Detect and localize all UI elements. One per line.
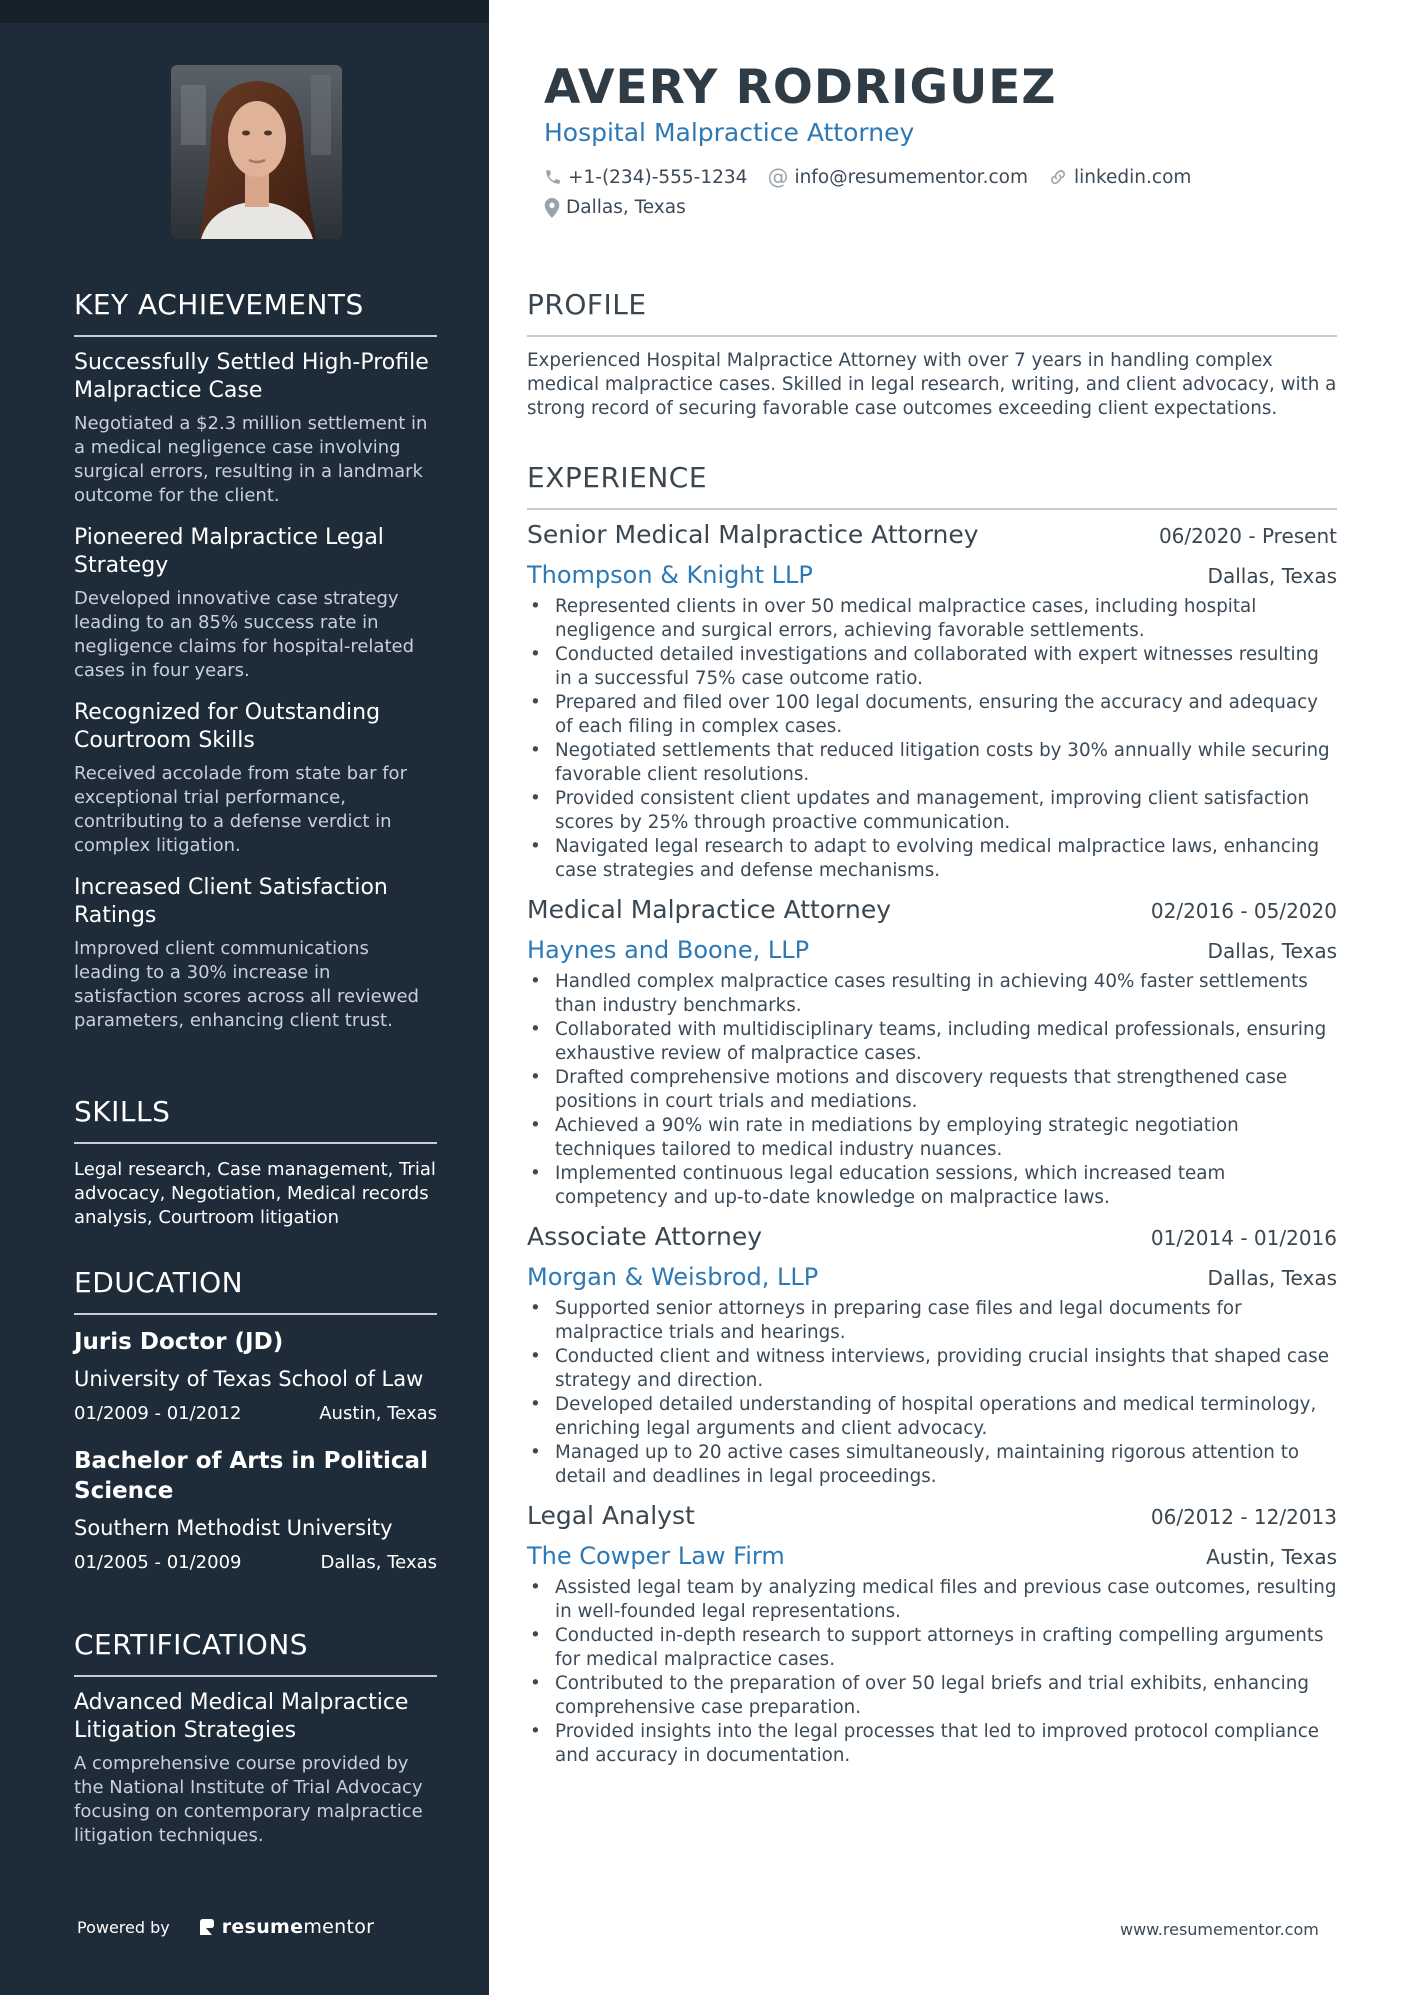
job-company: The Cowper Law Firm (527, 1542, 785, 1570)
resume-header (544, 60, 1344, 218)
education-dates: 01/2009 - 01/2012 (74, 1403, 242, 1424)
skills-list: Legal research, Case management, Trial advocacy, Negotiation, Medical records analysis, Courtroom litigation (74, 1159, 436, 1228)
skills-section (74, 1095, 437, 1230)
achievement-desc: Improved client communications leading to a 30% increase in satisfaction scores across all reviewed parameters, enhancing client trust. (74, 938, 419, 1031)
profile-heading: PROFILE (527, 288, 1337, 337)
job-company: Thompson & Knight LLP (527, 561, 813, 589)
location-pin-icon (544, 198, 560, 218)
location-contact (544, 197, 686, 218)
job-bullets (527, 1576, 1337, 1768)
powered-by-label: Powered by (77, 1917, 170, 1937)
job-role: Senior Medical Malpractice Attorney (527, 520, 979, 549)
email-text: info@resumementor.com (794, 166, 1028, 188)
location-row (544, 197, 1344, 218)
achievement-item (74, 524, 437, 683)
achievement-item (74, 874, 437, 1033)
education-dates: 01/2005 - 01/2009 (74, 1552, 242, 1573)
certification-item (74, 1689, 437, 1848)
job-bullets (527, 1297, 1337, 1489)
achievement-title: Increased Client Satisfaction Ratings (74, 875, 388, 928)
education-location: Dallas, Texas (320, 1552, 437, 1573)
job-bullet: • Contributed to the preparation of over 50 legal briefs and trial exhibits, enhancing comprehensive case preparation. (527, 1672, 1337, 1720)
achievement-desc: Received accolade from state bar for exceptional trial performance, contributing to a defense verdict in complex litigation. (74, 763, 407, 856)
certification-desc: A comprehensive course provided by the National Institute of Trial Advocacy focusing on contemporary malpractice litigation techniques. (74, 1753, 423, 1846)
location-text: Dallas, Texas (566, 197, 686, 218)
education-section (74, 1266, 437, 1595)
email-contact[interactable] (767, 165, 1028, 189)
resumementor-logo-icon (198, 1917, 216, 1937)
profile-summary: Experienced Hospital Malpractice Attorney with over 7 years in handling complex medical malpractice cases. Skilled in legal research, writing, and client advocacy, with a strong record of securing favorable case outcomes exceeding client expectations. (527, 350, 1337, 419)
experience-section (527, 461, 1337, 1768)
job-bullet: • Conducted in-depth research to support attorneys in crafting compelling arguments for medical malpractice cases. (527, 1624, 1337, 1672)
job-company: Morgan & Weisbrod, LLP (527, 1263, 819, 1291)
job-role: Medical Malpractice Attorney (527, 895, 892, 924)
job-bullet: • Handled complex malpractice cases resulting in achieving 40% faster settlements than industry benchmarks. (527, 970, 1337, 1018)
education-school: Southern Methodist University (74, 1516, 393, 1540)
achievement-item (74, 349, 437, 508)
job-bullets (527, 595, 1337, 883)
key-achievements-section (74, 288, 437, 1049)
sidebar-footer (77, 1916, 374, 1938)
skills-heading: SKILLS (74, 1095, 437, 1144)
job-location: Dallas, Texas (1207, 564, 1337, 588)
job-bullet: • Assisted legal team by analyzing medical files and previous case outcomes, resulting in well-founded legal representations. (527, 1576, 1337, 1624)
brand-light: mentor (303, 1916, 375, 1938)
job-bullet: • Supported senior attorneys in preparing case files and legal documents for malpractice trials and hearings. (527, 1297, 1337, 1345)
job-bullet: • Achieved a 90% win rate in mediations by employing strategic negotiation techniques tailored to medical industry nuances. (527, 1114, 1337, 1162)
phone-icon (544, 168, 562, 186)
education-item (74, 1327, 437, 1424)
job-bullet: • Provided insights into the legal processes that led to improved protocol compliance and accuracy in documentation. (527, 1720, 1337, 1768)
job-dates: 06/2012 - 12/2013 (1150, 1505, 1337, 1529)
job-bullet: • Prepared and filed over 100 legal documents, ensuring the accuracy and adequacy of each filing in complex cases. (527, 691, 1337, 739)
phone-contact[interactable] (544, 165, 747, 189)
achievement-title: Successfully Settled High-Profile Malpractice Case (74, 350, 429, 403)
job-bullet: • Managed up to 20 active cases simultaneously, maintaining rigorous attention to detail and deadlines in legal proceedings. (527, 1441, 1337, 1489)
achievement-title: Recognized for Outstanding Courtroom Skills (74, 700, 381, 753)
job-entry (527, 895, 1337, 1210)
contact-row (544, 165, 1344, 189)
job-role: Legal Analyst (527, 1501, 695, 1530)
achievement-desc: Developed innovative case strategy leading to an 85% success rate in negligence claims for hospital-related cases in four years. (74, 588, 415, 681)
job-bullets (527, 970, 1337, 1210)
education-location: Austin, Texas (319, 1403, 437, 1424)
job-dates: 01/2014 - 01/2016 (1150, 1226, 1337, 1250)
job-entry (527, 520, 1337, 883)
profile-photo (171, 65, 342, 239)
achievement-item (74, 699, 437, 858)
job-dates: 02/2016 - 05/2020 (1150, 899, 1337, 923)
certifications-section (74, 1628, 437, 1864)
sidebar (0, 0, 489, 1995)
link-icon (1048, 167, 1068, 187)
certifications-heading: CERTIFICATIONS (74, 1628, 437, 1677)
job-role: Associate Attorney (527, 1222, 763, 1251)
education-degree: Bachelor of Arts in Political Science (74, 1448, 428, 1504)
certification-title: Advanced Medical Malpractice Litigation Strategies (74, 1690, 409, 1743)
job-bullet: • Implemented continuous legal education sessions, which increased team competency and up-to-date knowledge on malpractice laws. (527, 1162, 1337, 1210)
job-dates: 06/2020 - Present (1158, 524, 1337, 548)
job-bullet: • Negotiated settlements that reduced litigation costs by 30% annually while securing favorable client resolutions. (527, 739, 1337, 787)
job-bullet: • Provided consistent client updates and management, improving client satisfaction scores by 25% through proactive communication. (527, 787, 1337, 835)
candidate-title: Hospital Malpractice Attorney (544, 118, 915, 147)
job-entry (527, 1501, 1337, 1768)
job-location: Dallas, Texas (1207, 939, 1337, 963)
job-location: Austin, Texas (1206, 1545, 1337, 1569)
linkedin-text: linkedin.com (1073, 166, 1192, 188)
job-bullet: • Developed detailed understanding of hospital operations and medical terminology, enriching legal arguments and client advocacy. (527, 1393, 1337, 1441)
candidate-name: AVERY RODRIGUEZ (544, 60, 1057, 115)
job-location: Dallas, Texas (1207, 1266, 1337, 1290)
at-icon: @ (767, 165, 789, 189)
phone-text: +1-(234)-555-1234 (568, 166, 748, 188)
job-bullet: • Collaborated with multidisciplinary teams, including medical professionals, ensuring exhaustive review of malpractice cases. (527, 1018, 1337, 1066)
job-bullet: • Navigated legal research to adapt to evolving medical malpractice laws, enhancing case strategies and defense mechanisms. (527, 835, 1337, 883)
key-achievements-heading: KEY ACHIEVEMENTS (74, 288, 437, 337)
job-bullet: • Represented clients in over 50 medical malpractice cases, including hospital negligence and surgical errors, achieving favorable settlements. (527, 595, 1337, 643)
education-school: University of Texas School of Law (74, 1367, 424, 1391)
job-bullet: • Drafted comprehensive motions and discovery requests that strengthened case positions in court trials and mediations. (527, 1066, 1337, 1114)
sidebar-top-bar (0, 0, 489, 23)
website-link[interactable]: www.resumementor.com (1120, 1920, 1319, 1939)
job-bullet: • Conducted detailed investigations and collaborated with expert witnesses resulting in a successful 75% case outcome ratio. (527, 643, 1337, 691)
achievement-desc: Negotiated a $2.3 million settlement in a medical negligence case involving surgical errors, resulting in a landmark outcome for the client. (74, 413, 428, 506)
education-degree: Juris Doctor (JD) (74, 1329, 284, 1355)
job-company: Haynes and Boone, LLP (527, 936, 810, 964)
job-bullet: • Conducted client and witness interviews, providing crucial insights that shaped case strategy and direction. (527, 1345, 1337, 1393)
education-heading: EDUCATION (74, 1266, 437, 1315)
resumementor-logo[interactable] (198, 1916, 375, 1938)
profile-section (527, 288, 1337, 421)
experience-heading: EXPERIENCE (527, 461, 1337, 510)
achievement-title: Pioneered Malpractice Legal Strategy (74, 525, 384, 578)
education-item (74, 1446, 437, 1573)
linkedin-contact[interactable] (1048, 165, 1191, 189)
brand-bold: resume (221, 1916, 304, 1938)
job-entry (527, 1222, 1337, 1489)
